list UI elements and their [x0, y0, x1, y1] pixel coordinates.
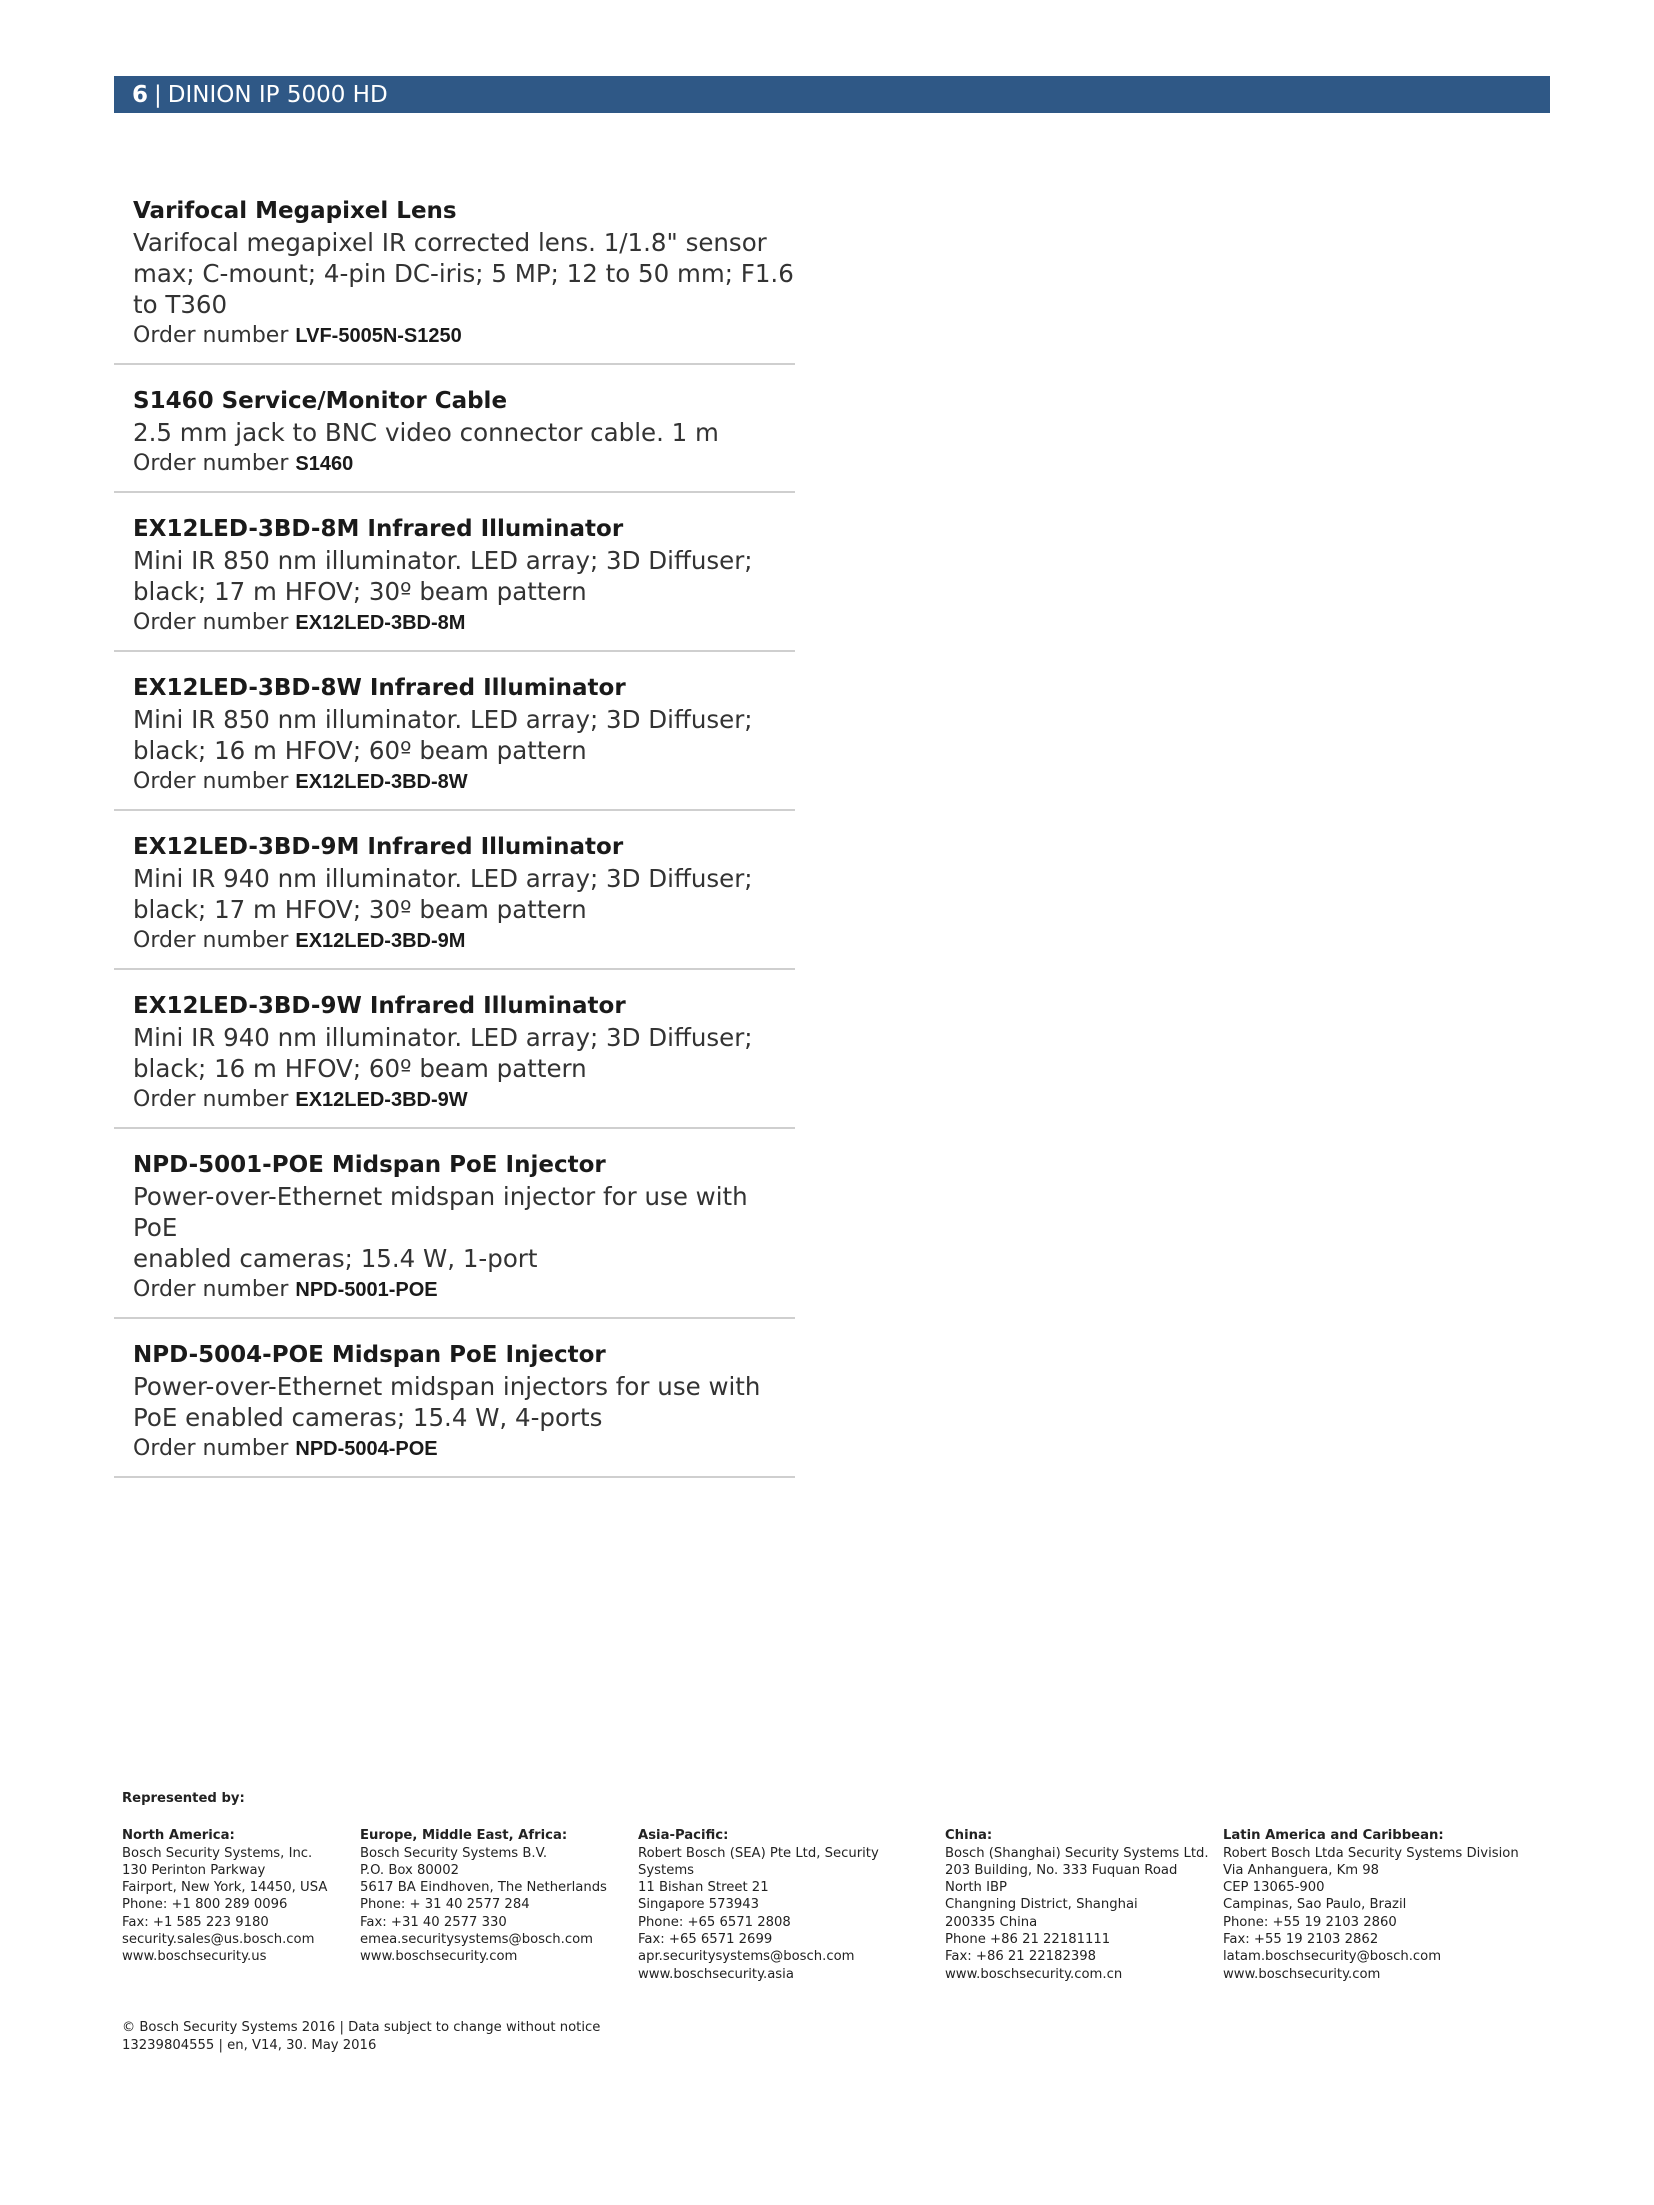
order-number-row	[133, 320, 795, 352]
order-number-row	[133, 766, 795, 798]
region-contact-line: Phone: + 31 40 2577 284	[360, 1897, 530, 1913]
accessory-description-line: Mini IR 850 nm illuminator. LED array; 3D Diffuser;	[133, 546, 753, 575]
order-code: EX12LED-3BD-9W	[295, 1089, 468, 1111]
region-contact-line: P.O. Box 80002	[360, 1862, 459, 1878]
accessory-item	[114, 832, 795, 970]
copyright-notice: © Bosch Security Systems 2016 | Data subject to change without notice	[122, 2020, 601, 2036]
region-contact-line: 5617 BA Eindhoven, The Netherlands	[360, 1880, 607, 1896]
order-code: S1460	[295, 453, 354, 475]
accessory-description-line: black; 17 m HFOV; 30º beam pattern	[133, 895, 587, 924]
region-contact-line: North IBP	[945, 1880, 1007, 1896]
accessory-item	[114, 673, 795, 811]
region-contact-line: Bosch Security Systems B.V.	[360, 1845, 548, 1861]
order-code: EX12LED-3BD-9M	[295, 930, 466, 952]
order-number-label: Order number	[133, 1087, 289, 1112]
order-number-row	[133, 925, 795, 957]
accessory-description-line: Power-over-Ethernet midspan injector for use with PoE	[133, 1182, 748, 1242]
region-contact-line: Fax: +31 40 2577 330	[360, 1914, 507, 1930]
region-contact-line: CEP 13065-900	[1223, 1880, 1325, 1896]
accessory-item	[114, 991, 795, 1129]
region-contact-line: Phone: +1 800 289 0096	[122, 1897, 288, 1913]
region-contact-line: 130 Perinton Parkway	[122, 1862, 266, 1878]
order-number-row	[133, 1084, 795, 1116]
order-number-row	[133, 1433, 795, 1465]
accessory-title: Varifocal Megapixel Lens	[133, 198, 457, 224]
page-header-bar	[114, 76, 1550, 113]
region-contact-line: emea.securitysystems@bosch.com	[360, 1932, 594, 1948]
order-number-label: Order number	[133, 323, 289, 348]
region-contact-line: apr.securitysystems@bosch.com	[638, 1949, 855, 1965]
accessory-description-line: Power-over-Ethernet midspan injectors for use with	[133, 1372, 761, 1401]
region-title: China:	[945, 1828, 993, 1844]
document-title: DINION IP 5000 HD	[167, 81, 388, 108]
order-number-row	[133, 448, 795, 480]
accessory-description-line: Mini IR 940 nm illuminator. LED array; 3D Diffuser;	[133, 1023, 753, 1052]
region-contact-line: Robert Bosch (SEA) Pte Ltd, Security	[638, 1845, 879, 1861]
region-contact-line: www.boschsecurity.com	[360, 1949, 518, 1965]
region-contact-line: Phone +86 21 22181111	[945, 1932, 1111, 1948]
region-contact	[638, 1827, 879, 1983]
accessory-item	[114, 196, 795, 365]
region-contact-line: Campinas, Sao Paulo, Brazil	[1223, 1897, 1407, 1913]
region-contact-line: 200335 China	[945, 1914, 1038, 1930]
order-number-label: Order number	[133, 1436, 289, 1461]
accessory-title: NPD-5001-POE Midspan PoE Injector	[133, 1152, 606, 1178]
regional-contacts	[122, 1827, 1542, 1997]
accessory-title: S1460 Service/Monitor Cable	[133, 388, 508, 414]
region-contact-line: Changning District, Shanghai	[945, 1897, 1138, 1913]
order-number-label: Order number	[133, 610, 289, 635]
accessory-description-line: PoE enabled cameras; 15.4 W, 4-ports	[133, 1403, 603, 1432]
region-contact-line: Singapore 573943	[638, 1897, 760, 1913]
order-code: EX12LED-3BD-8W	[295, 771, 468, 793]
order-code: EX12LED-3BD-8M	[295, 612, 466, 634]
region-title: North America:	[122, 1828, 235, 1844]
order-code: NPD-5004-POE	[295, 1438, 438, 1460]
order-number-label: Order number	[133, 928, 289, 953]
region-contact-line: www.boschsecurity.asia	[638, 1966, 794, 1982]
represented-by-label: Represented by:	[122, 1791, 245, 1806]
region-contact-line: Fax: +1 585 223 9180	[122, 1914, 269, 1930]
accessory-title: EX12LED-3BD-9W Infrared Illuminator	[133, 993, 626, 1019]
region-contact-line: Bosch Security Systems, Inc.	[122, 1845, 313, 1861]
document-id: 13239804555 | en, V14, 30. May 2016	[122, 2037, 377, 2053]
accessory-description-line: black; 16 m HFOV; 60º beam pattern	[133, 736, 587, 765]
region-contact-line: Systems	[638, 1862, 695, 1878]
region-contact	[1223, 1827, 1519, 1983]
region-contact-line: security.sales@us.bosch.com	[122, 1932, 315, 1948]
region-contact-line: 11 Bishan Street 21	[638, 1880, 769, 1896]
order-code: NPD-5001-POE	[295, 1279, 438, 1301]
region-contact-line: Phone: +55 19 2103 2860	[1223, 1914, 1397, 1930]
page-number: 6	[132, 81, 149, 108]
accessory-description-line: to T360	[133, 290, 228, 319]
header-separator: |	[154, 81, 162, 108]
region-contact-line: Fairport, New York, 14450, USA	[122, 1880, 328, 1896]
region-contact-line: Fax: +55 19 2103 2862	[1223, 1932, 1379, 1948]
order-number-label: Order number	[133, 451, 289, 476]
accessory-description-line: Mini IR 850 nm illuminator. LED array; 3D Diffuser;	[133, 705, 753, 734]
order-code: LVF-5005N-S1250	[295, 325, 462, 347]
region-contact-line: Bosch (Shanghai) Security Systems Ltd.	[945, 1845, 1209, 1861]
region-contact-line: Fax: +86 21 22182398	[945, 1949, 1097, 1965]
accessory-item	[114, 1150, 795, 1319]
accessory-description-line: 2.5 mm jack to BNC video connector cable. 1 m	[133, 418, 719, 447]
accessory-description-line: Varifocal megapixel IR corrected lens. 1/1.8" sensor	[133, 228, 767, 257]
accessory-item	[114, 1340, 795, 1478]
region-contact-line: Fax: +65 6571 2699	[638, 1932, 773, 1948]
region-contact-line: 203 Building, No. 333 Fuquan Road	[945, 1862, 1178, 1878]
accessory-item	[114, 386, 795, 493]
accessories-list	[114, 196, 795, 1499]
accessory-description-line: black; 17 m HFOV; 30º beam pattern	[133, 577, 587, 606]
region-contact-line: latam.boschsecurity@bosch.com	[1223, 1949, 1442, 1965]
region-contact-line: Phone: +65 6571 2808	[638, 1914, 791, 1930]
region-contact-line: www.boschsecurity.com	[1223, 1966, 1381, 1982]
accessory-item	[114, 514, 795, 652]
region-contact	[360, 1827, 607, 1965]
accessory-description-line: black; 16 m HFOV; 60º beam pattern	[133, 1054, 587, 1083]
region-contact-line: www.boschsecurity.us	[122, 1949, 267, 1965]
region-contact	[122, 1827, 327, 1965]
region-contact-line: Robert Bosch Ltda Security Systems Division	[1223, 1845, 1519, 1861]
accessory-title: NPD-5004-POE Midspan PoE Injector	[133, 1342, 606, 1368]
order-number-label: Order number	[133, 769, 289, 794]
accessory-description-line: Mini IR 940 nm illuminator. LED array; 3D Diffuser;	[133, 864, 753, 893]
order-number-row	[133, 1274, 795, 1306]
region-title: Latin America and Caribbean:	[1223, 1828, 1444, 1844]
region-title: Asia-Pacific:	[638, 1828, 729, 1844]
order-number-row	[133, 607, 795, 639]
accessory-title: EX12LED-3BD-8W Infrared Illuminator	[133, 675, 626, 701]
accessory-title: EX12LED-3BD-9M Infrared Illuminator	[133, 834, 624, 860]
accessory-title: EX12LED-3BD-8M Infrared Illuminator	[133, 516, 624, 542]
region-contact-line: www.boschsecurity.com.cn	[945, 1966, 1123, 1982]
accessory-description-line: max; C-mount; 4-pin DC-iris; 5 MP; 12 to 50 mm; F1.6	[133, 259, 794, 288]
region-title: Europe, Middle East, Africa:	[360, 1828, 568, 1844]
order-number-label: Order number	[133, 1277, 289, 1302]
region-contact	[945, 1827, 1209, 1983]
footer	[122, 1790, 1542, 2054]
region-contact-line: Via Anhanguera, Km 98	[1223, 1862, 1380, 1878]
accessory-description-line: enabled cameras; 15.4 W, 1-port	[133, 1244, 538, 1273]
